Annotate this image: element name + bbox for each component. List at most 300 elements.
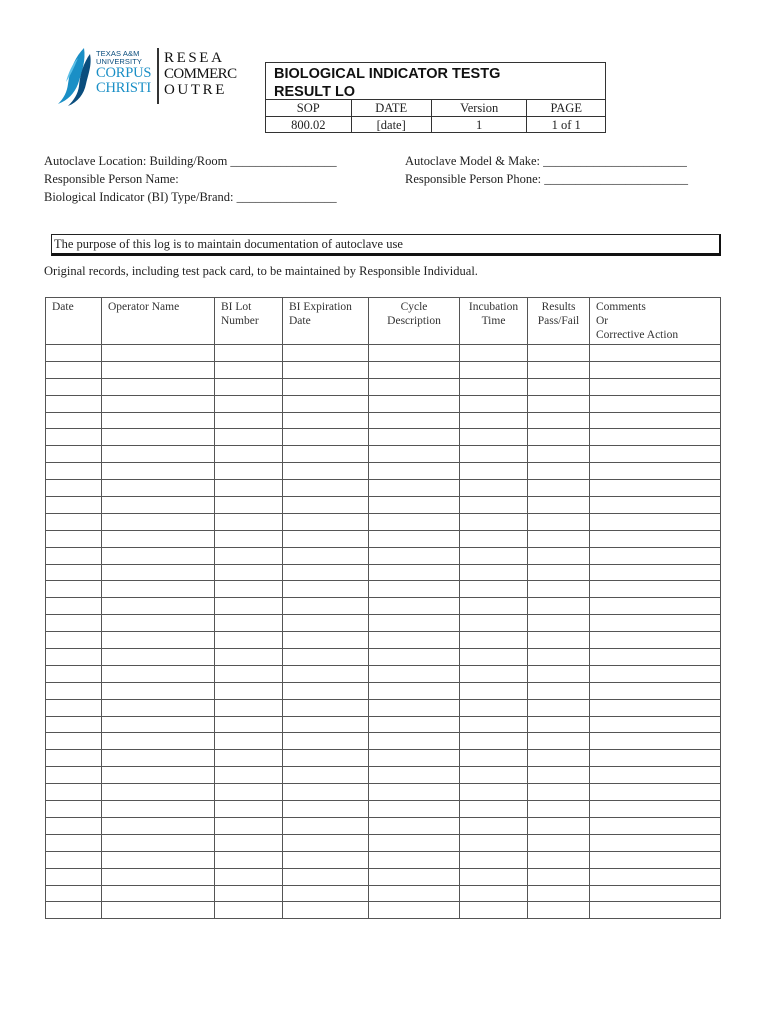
cell-date[interactable] xyxy=(46,834,102,851)
cell-operator[interactable] xyxy=(102,750,215,767)
cell-incubation[interactable] xyxy=(460,784,528,801)
page-value: 1 of 1 xyxy=(527,117,605,134)
cell-operator[interactable] xyxy=(102,699,215,716)
cell-bi-expiration[interactable] xyxy=(283,750,369,767)
cell-bi-expiration[interactable] xyxy=(283,665,369,682)
cell-cycle[interactable] xyxy=(369,784,460,801)
cell-incubation[interactable] xyxy=(460,395,528,412)
cell-bi-lot[interactable] xyxy=(215,564,283,581)
cell-comments[interactable] xyxy=(590,345,721,362)
cell-bi-expiration[interactable] xyxy=(283,378,369,395)
cell-cycle[interactable] xyxy=(369,480,460,497)
cell-cycle[interactable] xyxy=(369,632,460,649)
cell-operator[interactable] xyxy=(102,463,215,480)
cell-cycle[interactable] xyxy=(369,361,460,378)
cell-incubation[interactable] xyxy=(460,429,528,446)
cell-operator[interactable] xyxy=(102,902,215,919)
table-row xyxy=(46,851,721,868)
cell-date[interactable] xyxy=(46,446,102,463)
cell-incubation[interactable] xyxy=(460,817,528,834)
cell-comments[interactable] xyxy=(590,547,721,564)
cell-bi-lot[interactable] xyxy=(215,834,283,851)
cell-comments[interactable] xyxy=(590,834,721,851)
cell-incubation[interactable] xyxy=(460,530,528,547)
cell-results[interactable] xyxy=(528,851,590,868)
cell-bi-expiration[interactable] xyxy=(283,615,369,632)
cell-date[interactable] xyxy=(46,345,102,362)
cell-bi-expiration[interactable] xyxy=(283,834,369,851)
cell-incubation[interactable] xyxy=(460,767,528,784)
cell-bi-expiration[interactable] xyxy=(283,429,369,446)
cell-operator[interactable] xyxy=(102,429,215,446)
cell-comments[interactable] xyxy=(590,378,721,395)
cell-incubation[interactable] xyxy=(460,885,528,902)
cell-comments[interactable] xyxy=(590,665,721,682)
cell-cycle[interactable] xyxy=(369,733,460,750)
cell-date[interactable] xyxy=(46,632,102,649)
cell-operator[interactable] xyxy=(102,649,215,666)
cell-cycle[interactable] xyxy=(369,665,460,682)
cell-operator[interactable] xyxy=(102,598,215,615)
cell-comments[interactable] xyxy=(590,632,721,649)
cell-bi-expiration[interactable] xyxy=(283,497,369,514)
cell-comments[interactable] xyxy=(590,801,721,818)
cell-cycle[interactable] xyxy=(369,868,460,885)
cell-date[interactable] xyxy=(46,784,102,801)
cell-comments[interactable] xyxy=(590,817,721,834)
cell-comments[interactable] xyxy=(590,581,721,598)
cell-bi-lot[interactable] xyxy=(215,412,283,429)
cell-date[interactable] xyxy=(46,429,102,446)
cell-results[interactable] xyxy=(528,361,590,378)
cell-bi-lot[interactable] xyxy=(215,615,283,632)
cell-bi-expiration[interactable] xyxy=(283,851,369,868)
cell-date[interactable] xyxy=(46,817,102,834)
cell-incubation[interactable] xyxy=(460,649,528,666)
cell-date[interactable] xyxy=(46,395,102,412)
cell-operator[interactable] xyxy=(102,733,215,750)
cell-bi-expiration[interactable] xyxy=(283,868,369,885)
col-cycle-header: Cycle Description xyxy=(369,298,460,345)
cell-operator[interactable] xyxy=(102,345,215,362)
cell-date[interactable] xyxy=(46,733,102,750)
cell-bi-lot[interactable] xyxy=(215,733,283,750)
cell-operator[interactable] xyxy=(102,885,215,902)
info-right xyxy=(405,152,688,188)
table-row xyxy=(46,649,721,666)
cell-cycle[interactable] xyxy=(369,801,460,818)
cell-bi-lot[interactable] xyxy=(215,885,283,902)
cell-comments[interactable] xyxy=(590,564,721,581)
island-logo-icon xyxy=(56,44,96,108)
cell-incubation[interactable] xyxy=(460,716,528,733)
cell-incubation[interactable] xyxy=(460,598,528,615)
cell-incubation[interactable] xyxy=(460,665,528,682)
cell-bi-expiration[interactable] xyxy=(283,446,369,463)
cell-operator[interactable] xyxy=(102,615,215,632)
cell-results[interactable] xyxy=(528,750,590,767)
cell-cycle[interactable] xyxy=(369,834,460,851)
cell-date[interactable] xyxy=(46,463,102,480)
cell-bi-lot[interactable] xyxy=(215,395,283,412)
cell-incubation[interactable] xyxy=(460,361,528,378)
cell-incubation[interactable] xyxy=(460,733,528,750)
cell-comments[interactable] xyxy=(590,513,721,530)
cell-bi-expiration[interactable] xyxy=(283,395,369,412)
table-row xyxy=(46,750,721,767)
cell-results[interactable] xyxy=(528,699,590,716)
table-row xyxy=(46,902,721,919)
cell-cycle[interactable] xyxy=(369,564,460,581)
cell-bi-expiration[interactable] xyxy=(283,885,369,902)
cell-operator[interactable] xyxy=(102,682,215,699)
cell-bi-lot[interactable] xyxy=(215,868,283,885)
cell-comments[interactable] xyxy=(590,885,721,902)
cell-bi-expiration[interactable] xyxy=(283,513,369,530)
cell-cycle[interactable] xyxy=(369,378,460,395)
cell-results[interactable] xyxy=(528,395,590,412)
cell-bi-lot[interactable] xyxy=(215,581,283,598)
cell-bi-expiration[interactable] xyxy=(283,649,369,666)
cell-incubation[interactable] xyxy=(460,547,528,564)
cell-bi-expiration[interactable] xyxy=(283,598,369,615)
table-row xyxy=(46,429,721,446)
cell-comments[interactable] xyxy=(590,733,721,750)
cell-operator[interactable] xyxy=(102,834,215,851)
cell-results[interactable] xyxy=(528,513,590,530)
cell-incubation[interactable] xyxy=(460,497,528,514)
cell-cycle[interactable] xyxy=(369,395,460,412)
cell-results[interactable] xyxy=(528,885,590,902)
cell-date[interactable] xyxy=(46,682,102,699)
cell-bi-lot[interactable] xyxy=(215,480,283,497)
cell-operator[interactable] xyxy=(102,446,215,463)
cell-bi-expiration[interactable] xyxy=(283,682,369,699)
cell-comments[interactable] xyxy=(590,446,721,463)
cell-bi-expiration[interactable] xyxy=(283,412,369,429)
cell-operator[interactable] xyxy=(102,412,215,429)
table-row xyxy=(46,868,721,885)
cell-incubation[interactable] xyxy=(460,834,528,851)
cell-operator[interactable] xyxy=(102,581,215,598)
cell-bi-lot[interactable] xyxy=(215,446,283,463)
cell-date[interactable] xyxy=(46,902,102,919)
cell-incubation[interactable] xyxy=(460,446,528,463)
cell-operator[interactable] xyxy=(102,564,215,581)
cell-incubation[interactable] xyxy=(460,699,528,716)
cell-cycle[interactable] xyxy=(369,547,460,564)
cell-bi-expiration[interactable] xyxy=(283,699,369,716)
cell-results[interactable] xyxy=(528,665,590,682)
cell-comments[interactable] xyxy=(590,649,721,666)
cell-comments[interactable] xyxy=(590,767,721,784)
cell-results[interactable] xyxy=(528,801,590,818)
cell-results[interactable] xyxy=(528,345,590,362)
cell-bi-expiration[interactable] xyxy=(283,632,369,649)
cell-cycle[interactable] xyxy=(369,885,460,902)
cell-date[interactable] xyxy=(46,513,102,530)
cell-results[interactable] xyxy=(528,834,590,851)
cell-results[interactable] xyxy=(528,817,590,834)
cell-bi-lot[interactable] xyxy=(215,784,283,801)
cell-comments[interactable] xyxy=(590,699,721,716)
cell-bi-expiration[interactable] xyxy=(283,801,369,818)
cell-bi-expiration[interactable] xyxy=(283,463,369,480)
cell-operator[interactable] xyxy=(102,395,215,412)
logo-divider xyxy=(157,48,159,104)
cell-date[interactable] xyxy=(46,851,102,868)
cell-comments[interactable] xyxy=(590,851,721,868)
date-value: [date] xyxy=(351,117,431,134)
cell-comments[interactable] xyxy=(590,463,721,480)
cell-bi-lot[interactable] xyxy=(215,851,283,868)
cell-results[interactable] xyxy=(528,480,590,497)
cell-comments[interactable] xyxy=(590,429,721,446)
cell-operator[interactable] xyxy=(102,480,215,497)
cell-comments[interactable] xyxy=(590,395,721,412)
cell-results[interactable] xyxy=(528,429,590,446)
cell-comments[interactable] xyxy=(590,750,721,767)
table-row xyxy=(46,547,721,564)
cell-comments[interactable] xyxy=(590,784,721,801)
cell-operator[interactable] xyxy=(102,547,215,564)
cell-cycle[interactable] xyxy=(369,902,460,919)
cell-cycle[interactable] xyxy=(369,463,460,480)
cell-date[interactable] xyxy=(46,716,102,733)
cell-incubation[interactable] xyxy=(460,564,528,581)
cell-incubation[interactable] xyxy=(460,851,528,868)
cell-incubation[interactable] xyxy=(460,378,528,395)
cell-bi-lot[interactable] xyxy=(215,682,283,699)
cell-bi-lot[interactable] xyxy=(215,767,283,784)
cell-bi-expiration[interactable] xyxy=(283,564,369,581)
cell-cycle[interactable] xyxy=(369,497,460,514)
cell-operator[interactable] xyxy=(102,851,215,868)
bi-type-brand-field[interactable]: Biological Indicator (BI) Type/Brand: ________________ xyxy=(44,190,337,204)
cell-results[interactable] xyxy=(528,632,590,649)
cell-comments[interactable] xyxy=(590,530,721,547)
cell-incubation[interactable] xyxy=(460,463,528,480)
cell-incubation[interactable] xyxy=(460,513,528,530)
cell-bi-lot[interactable] xyxy=(215,902,283,919)
cell-bi-lot[interactable] xyxy=(215,547,283,564)
cell-date[interactable] xyxy=(46,547,102,564)
cell-operator[interactable] xyxy=(102,716,215,733)
cell-bi-lot[interactable] xyxy=(215,817,283,834)
cell-bi-expiration[interactable] xyxy=(283,784,369,801)
responsible-person-name-field[interactable]: Responsible Person Name: xyxy=(44,172,179,186)
cell-date[interactable] xyxy=(46,361,102,378)
cell-incubation[interactable] xyxy=(460,632,528,649)
cell-bi-expiration[interactable] xyxy=(283,547,369,564)
cell-cycle[interactable] xyxy=(369,649,460,666)
responsible-person-phone-field[interactable]: Responsible Person Phone: _______________________ xyxy=(405,172,688,186)
cell-operator[interactable] xyxy=(102,817,215,834)
cell-bi-lot[interactable] xyxy=(215,665,283,682)
cell-date[interactable] xyxy=(46,649,102,666)
cell-bi-expiration[interactable] xyxy=(283,480,369,497)
cell-results[interactable] xyxy=(528,463,590,480)
cell-incubation[interactable] xyxy=(460,750,528,767)
cell-date[interactable] xyxy=(46,885,102,902)
table-row xyxy=(46,480,721,497)
cell-bi-lot[interactable] xyxy=(215,716,283,733)
cell-cycle[interactable] xyxy=(369,530,460,547)
cell-incubation[interactable] xyxy=(460,480,528,497)
cell-cycle[interactable] xyxy=(369,682,460,699)
cell-results[interactable] xyxy=(528,581,590,598)
cell-cycle[interactable] xyxy=(369,446,460,463)
cell-results[interactable] xyxy=(528,868,590,885)
cell-operator[interactable] xyxy=(102,868,215,885)
cell-cycle[interactable] xyxy=(369,429,460,446)
cell-bi-lot[interactable] xyxy=(215,429,283,446)
table-row xyxy=(46,513,721,530)
cell-bi-lot[interactable] xyxy=(215,345,283,362)
cell-bi-expiration[interactable] xyxy=(283,345,369,362)
cell-bi-lot[interactable] xyxy=(215,699,283,716)
cell-results[interactable] xyxy=(528,446,590,463)
cell-bi-lot[interactable] xyxy=(215,649,283,666)
cell-bi-lot[interactable] xyxy=(215,801,283,818)
cell-date[interactable] xyxy=(46,750,102,767)
cell-incubation[interactable] xyxy=(460,581,528,598)
cell-results[interactable] xyxy=(528,564,590,581)
cell-incubation[interactable] xyxy=(460,345,528,362)
cell-bi-expiration[interactable] xyxy=(283,767,369,784)
cell-operator[interactable] xyxy=(102,801,215,818)
cell-comments[interactable] xyxy=(590,868,721,885)
cell-comments[interactable] xyxy=(590,480,721,497)
table-row xyxy=(46,817,721,834)
cell-results[interactable] xyxy=(528,530,590,547)
cell-bi-expiration[interactable] xyxy=(283,716,369,733)
cell-bi-lot[interactable] xyxy=(215,530,283,547)
cell-bi-expiration[interactable] xyxy=(283,581,369,598)
cell-bi-lot[interactable] xyxy=(215,463,283,480)
cell-operator[interactable] xyxy=(102,767,215,784)
cell-operator[interactable] xyxy=(102,784,215,801)
cell-comments[interactable] xyxy=(590,615,721,632)
cell-date[interactable] xyxy=(46,699,102,716)
cell-date[interactable] xyxy=(46,480,102,497)
cell-date[interactable] xyxy=(46,412,102,429)
cell-cycle[interactable] xyxy=(369,699,460,716)
cell-bi-lot[interactable] xyxy=(215,598,283,615)
cell-comments[interactable] xyxy=(590,902,721,919)
cell-cycle[interactable] xyxy=(369,817,460,834)
cell-cycle[interactable] xyxy=(369,851,460,868)
cell-date[interactable] xyxy=(46,665,102,682)
cell-incubation[interactable] xyxy=(460,868,528,885)
cell-operator[interactable] xyxy=(102,530,215,547)
cell-cycle[interactable] xyxy=(369,581,460,598)
cell-comments[interactable] xyxy=(590,361,721,378)
cell-comments[interactable] xyxy=(590,497,721,514)
cell-bi-lot[interactable] xyxy=(215,750,283,767)
cell-results[interactable] xyxy=(528,784,590,801)
cell-date[interactable] xyxy=(46,868,102,885)
cell-incubation[interactable] xyxy=(460,615,528,632)
cell-cycle[interactable] xyxy=(369,513,460,530)
cell-date[interactable] xyxy=(46,801,102,818)
cell-operator[interactable] xyxy=(102,378,215,395)
cell-cycle[interactable] xyxy=(369,615,460,632)
autoclave-location-field[interactable]: Autoclave Location: Building/Room _________________ xyxy=(44,154,337,168)
cell-cycle[interactable] xyxy=(369,750,460,767)
cell-comments[interactable] xyxy=(590,412,721,429)
institution-logo xyxy=(56,44,244,108)
cell-incubation[interactable] xyxy=(460,412,528,429)
cell-operator[interactable] xyxy=(102,361,215,378)
cell-results[interactable] xyxy=(528,682,590,699)
cell-date[interactable] xyxy=(46,497,102,514)
cell-bi-expiration[interactable] xyxy=(283,530,369,547)
cell-date[interactable] xyxy=(46,598,102,615)
cell-results[interactable] xyxy=(528,378,590,395)
cell-results[interactable] xyxy=(528,547,590,564)
cell-bi-lot[interactable] xyxy=(215,378,283,395)
cell-operator[interactable] xyxy=(102,632,215,649)
cell-operator[interactable] xyxy=(102,665,215,682)
cell-bi-expiration[interactable] xyxy=(283,817,369,834)
cell-results[interactable] xyxy=(528,412,590,429)
cell-date[interactable] xyxy=(46,378,102,395)
cell-comments[interactable] xyxy=(590,716,721,733)
cell-incubation[interactable] xyxy=(460,682,528,699)
cell-incubation[interactable] xyxy=(460,801,528,818)
cell-results[interactable] xyxy=(528,649,590,666)
cell-bi-lot[interactable] xyxy=(215,497,283,514)
cell-comments[interactable] xyxy=(590,682,721,699)
campus-line-2: CHRISTI xyxy=(96,80,151,96)
office-name xyxy=(164,50,237,98)
cell-cycle[interactable] xyxy=(369,598,460,615)
cell-cycle[interactable] xyxy=(369,412,460,429)
cell-results[interactable] xyxy=(528,716,590,733)
cell-bi-expiration[interactable] xyxy=(283,733,369,750)
cell-cycle[interactable] xyxy=(369,716,460,733)
cell-results[interactable] xyxy=(528,767,590,784)
cell-bi-lot[interactable] xyxy=(215,513,283,530)
cell-cycle[interactable] xyxy=(369,345,460,362)
cell-operator[interactable] xyxy=(102,513,215,530)
cell-date[interactable] xyxy=(46,615,102,632)
cell-results[interactable] xyxy=(528,902,590,919)
cell-results[interactable] xyxy=(528,615,590,632)
cell-cycle[interactable] xyxy=(369,767,460,784)
cell-incubation[interactable] xyxy=(460,902,528,919)
cell-bi-lot[interactable] xyxy=(215,632,283,649)
cell-operator[interactable] xyxy=(102,497,215,514)
cell-date[interactable] xyxy=(46,564,102,581)
cell-bi-lot[interactable] xyxy=(215,361,283,378)
cell-date[interactable] xyxy=(46,767,102,784)
cell-comments[interactable] xyxy=(590,598,721,615)
cell-results[interactable] xyxy=(528,733,590,750)
autoclave-model-field[interactable]: Autoclave Model & Make: _______________________ xyxy=(405,154,687,168)
cell-results[interactable] xyxy=(528,497,590,514)
campus-line-1: CORPUS xyxy=(96,65,152,81)
table-row xyxy=(46,497,721,514)
cell-results[interactable] xyxy=(528,598,590,615)
col-incubation-header: Incubation Time xyxy=(460,298,528,345)
cell-bi-expiration[interactable] xyxy=(283,902,369,919)
cell-date[interactable] xyxy=(46,581,102,598)
table-row xyxy=(46,632,721,649)
cell-bi-expiration[interactable] xyxy=(283,361,369,378)
cell-date[interactable] xyxy=(46,530,102,547)
